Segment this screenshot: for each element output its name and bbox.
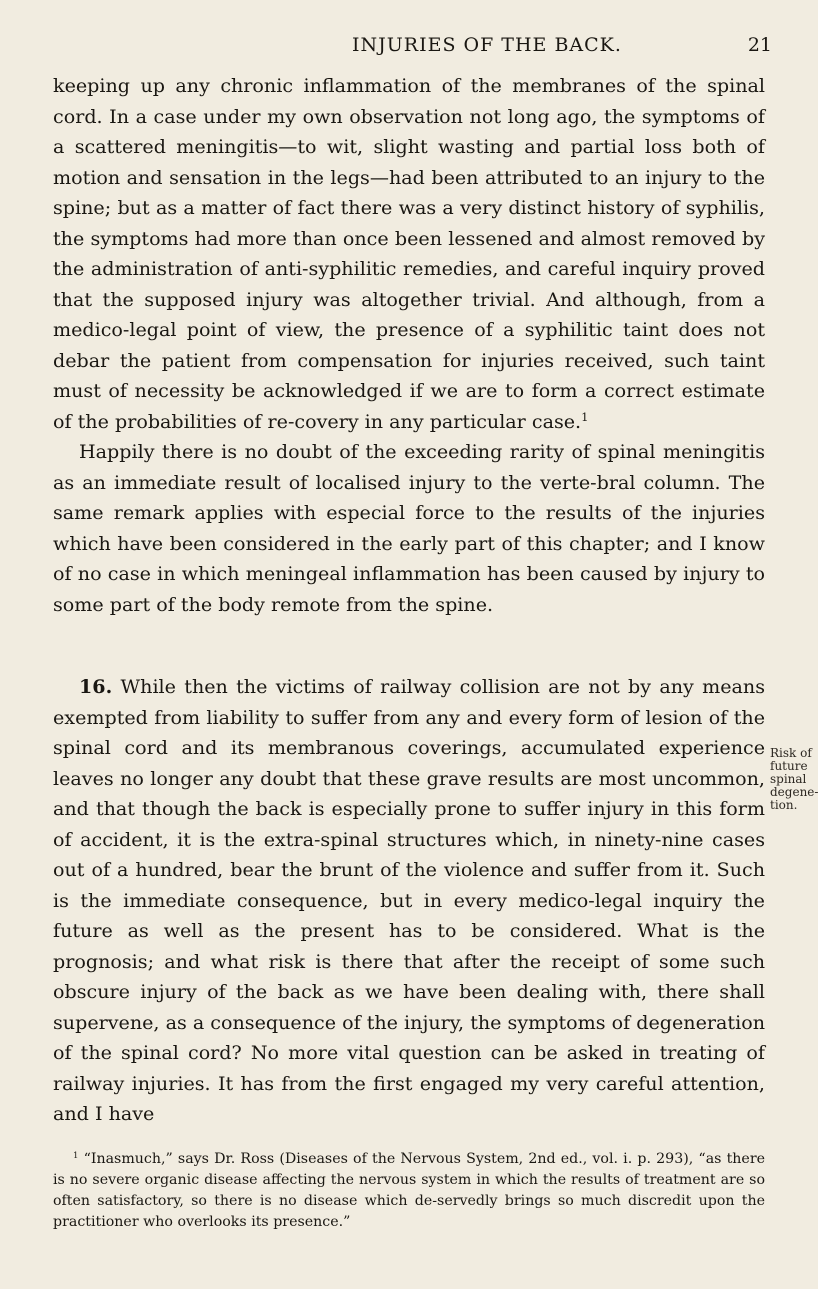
footnote-text: “Inasmuch,” says Dr. Ross (Diseases of the Nervous System, 2nd ed., vol. i. p. 293), “as there is no severe organic disease affecting the nervous system in which the results of treatment are so often satisfactory, so there is no disease which de-servedly brings so much discredit upon the practitioner who overlooks its presence.”: [53, 1151, 766, 1230]
footnote-marker: 1: [73, 1150, 79, 1161]
section-16-text: While then the victims of railway collision are not by any means exempted from liability to suffer from any and every form of lesion of the spinal cord and its membranous coverings, accumulated experience leaves no longer any doubt that these grave results are most uncommon, and that though the back is especially prone to suffer injury in this form of accident, it is the extra-spinal structures which, in ninety-nine cases out of a hundred, bear the brunt of the violence and suffer from it. Such is the immediate consequence, but in every medico-legal inquiry the future as well as the present has to be considered. What is the prognosis; and what risk is there that after the receipt of some such obscure injury of the back as we have been dealing with, there shall supervene, as a consequence of the injury, the symptoms of degeneration of the spinal cord? No more vital question can be asked in treating of railway injuries. It has from the first engaged my very careful attention, and I have: [53, 675, 766, 1125]
footnote: [53, 1149, 765, 1233]
margin-note: [770, 746, 818, 812]
margin-note-line: degene-: [770, 785, 818, 799]
paragraph-text: keeping up any chronic inflammation of the membranes of the spinal cord. In a case under my own observation not long ago, the symptoms of a scattered meningitis—to wit, slight wasting and partial loss both of motion and sensation in the legs—had been attributed to an injury to the spine; but as a matter of fact there was a very distinct history of syphilis, the symptoms had more than once been lessened and almost removed by the administration of anti-syphilitic remedies, and careful inquiry proved that the supposed injury was altogether trivial. And although, from a medico-legal point of view, the presence of a syphilitic taint does not debar the patient from compensation for injuries received, such taint must of necessity be acknowledged if we are to form a correct estimate of the probabilities of re-covery in any particular case.: [53, 74, 765, 433]
margin-note-line: future: [770, 759, 808, 773]
margin-note-line: Risk of: [770, 746, 812, 760]
footnotes: [53, 1149, 765, 1233]
page-header: [0, 34, 800, 70]
footnote-ref: 1: [581, 409, 589, 424]
margin-note-line: spinal: [770, 772, 807, 786]
paragraph-continued: [53, 71, 765, 437]
body-text: [53, 71, 765, 1130]
paragraph: Happily there is no doubt of the exceeding rarity of spinal meningitis as an immediate result of localised injury to the verte-bral column. The same remark applies with especial force to the results of the injuries which have been considered in the early part of this chapter; and I know of no case in which meningeal inflammation has been caused by injury to some part of the body remote from the spine.: [53, 440, 765, 616]
margin-note-line: tion.: [770, 798, 798, 812]
section-number: 16.: [79, 675, 113, 698]
page-number: 21: [747, 34, 772, 56]
section-16-paragraph: [53, 672, 765, 1130]
running-head: INJURIES OF THE BACK.: [352, 34, 622, 56]
